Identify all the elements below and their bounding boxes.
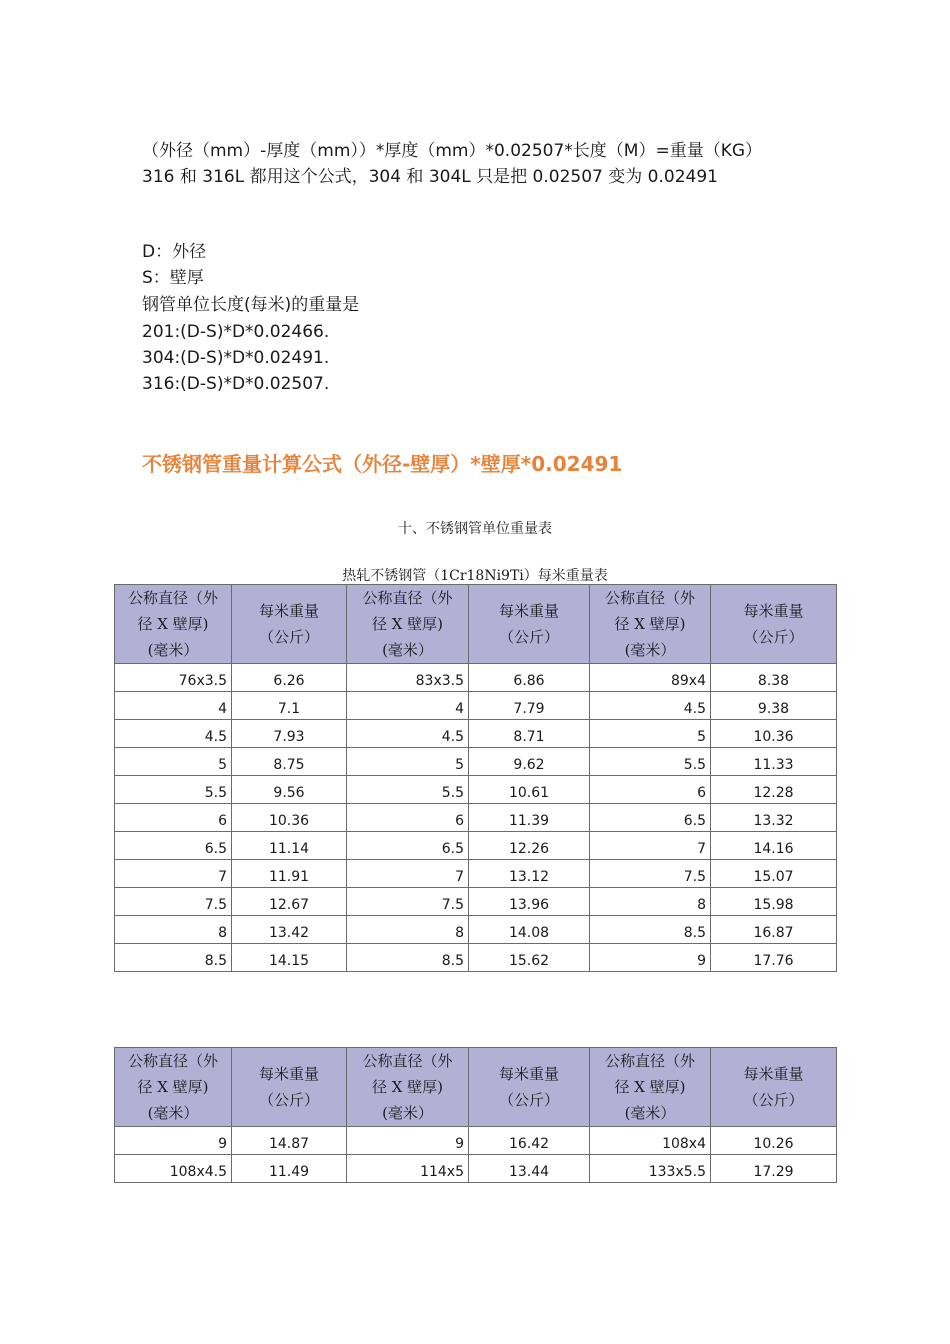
cell-size: 4.5 <box>590 692 711 720</box>
weight-table-1 <box>114 584 837 972</box>
cell-weight: 10.61 <box>469 776 590 804</box>
cell-weight: 7.1 <box>232 692 347 720</box>
cell-size: 6.5 <box>347 832 469 860</box>
cell-size: 7.5 <box>347 888 469 916</box>
cell-weight: 13.96 <box>469 888 590 916</box>
cell-size: 7 <box>590 832 711 860</box>
cell-size: 9 <box>590 944 711 972</box>
table-row <box>115 860 837 888</box>
header-size: 公称直径（外 径 X 壁厚) (毫米） <box>347 1048 469 1127</box>
section-title: 十、不锈钢管单位重量表 <box>398 521 552 537</box>
definition-unit-weight: 钢管单位长度(每米)的重量是 <box>142 295 360 315</box>
cell-weight: 8.75 <box>232 748 347 776</box>
cell-weight: 17.76 <box>711 944 837 972</box>
cell-weight: 14.16 <box>711 832 837 860</box>
cell-weight: 13.44 <box>469 1155 590 1183</box>
header-weight: 每米重量 （公斤） <box>232 1048 347 1127</box>
table-header-row <box>115 1048 837 1127</box>
formula-line-2: 316 和 316L 都用这个公式，304 和 304L 只是把 0.02507 变为 0.02491 <box>142 167 718 187</box>
cell-size: 5 <box>115 748 232 776</box>
cell-size: 8 <box>115 916 232 944</box>
cell-weight: 11.91 <box>232 860 347 888</box>
table-row <box>115 1127 837 1155</box>
cell-size: 6 <box>590 776 711 804</box>
cell-size: 8.5 <box>347 944 469 972</box>
header-weight: 每米重量 （公斤） <box>232 585 347 664</box>
cell-size: 9 <box>347 1127 469 1155</box>
cell-weight: 7.93 <box>232 720 347 748</box>
orange-heading: 不锈钢管重量计算公式（外径-壁厚）*壁厚*0.02491 <box>142 452 623 476</box>
cell-weight: 16.87 <box>711 916 837 944</box>
header-size: 公称直径（外 径 X 壁厚) (毫米） <box>590 1048 711 1127</box>
cell-size: 108x4.5 <box>115 1155 232 1183</box>
cell-size: 114x5 <box>347 1155 469 1183</box>
formula-line-1: （外径（mm）-厚度（mm））*厚度（mm）*0.02507*长度（M）=重量（KG） <box>142 141 763 161</box>
header-weight: 每米重量 （公斤） <box>469 1048 590 1127</box>
table-row <box>115 832 837 860</box>
cell-weight: 13.32 <box>711 804 837 832</box>
cell-size: 4 <box>347 692 469 720</box>
cell-weight: 10.26 <box>711 1127 837 1155</box>
cell-size: 5.5 <box>590 748 711 776</box>
cell-size: 7.5 <box>590 860 711 888</box>
cell-weight: 8.38 <box>711 664 837 692</box>
cell-size: 5.5 <box>115 776 232 804</box>
cell-size: 6.5 <box>115 832 232 860</box>
cell-weight: 15.98 <box>711 888 837 916</box>
cell-weight: 12.28 <box>711 776 837 804</box>
header-size: 公称直径（外 径 X 壁厚) (毫米） <box>115 585 232 664</box>
cell-weight: 9.38 <box>711 692 837 720</box>
cell-size: 76x3.5 <box>115 664 232 692</box>
cell-size: 5.5 <box>347 776 469 804</box>
cell-size: 8.5 <box>115 944 232 972</box>
cell-size: 8.5 <box>590 916 711 944</box>
cell-weight: 14.08 <box>469 916 590 944</box>
cell-weight: 11.49 <box>232 1155 347 1183</box>
definition-d: D：外径 <box>142 242 207 262</box>
table-row <box>115 888 837 916</box>
table-row <box>115 916 837 944</box>
table-row <box>115 804 837 832</box>
cell-size: 4.5 <box>115 720 232 748</box>
cell-weight: 6.26 <box>232 664 347 692</box>
cell-size: 7.5 <box>115 888 232 916</box>
cell-size: 133x5.5 <box>590 1155 711 1183</box>
formula-316: 316:(D-S)*D*0.02507. <box>142 374 330 394</box>
cell-weight: 9.62 <box>469 748 590 776</box>
cell-weight: 12.67 <box>232 888 347 916</box>
table-row <box>115 720 837 748</box>
formula-201: 201:(D-S)*D*0.02466. <box>142 322 330 342</box>
formula-304: 304:(D-S)*D*0.02491. <box>142 348 330 368</box>
cell-weight: 13.42 <box>232 916 347 944</box>
cell-size: 8 <box>590 888 711 916</box>
cell-weight: 16.42 <box>469 1127 590 1155</box>
cell-weight: 17.29 <box>711 1155 837 1183</box>
cell-size: 8 <box>347 916 469 944</box>
cell-weight: 11.39 <box>469 804 590 832</box>
cell-size: 7 <box>347 860 469 888</box>
table-row <box>115 944 837 972</box>
cell-size: 7 <box>115 860 232 888</box>
weight-table-2 <box>114 1047 837 1183</box>
cell-weight: 6.86 <box>469 664 590 692</box>
table-header-row <box>115 585 837 664</box>
cell-weight: 7.79 <box>469 692 590 720</box>
cell-weight: 12.26 <box>469 832 590 860</box>
table-title: 热轧不锈钢管（1Cr18Ni9Ti）每米重量表 <box>342 568 608 584</box>
cell-size: 6 <box>115 804 232 832</box>
cell-weight: 10.36 <box>232 804 347 832</box>
definition-s: S：壁厚 <box>142 268 204 288</box>
cell-weight: 14.87 <box>232 1127 347 1155</box>
header-size: 公称直径（外 径 X 壁厚) (毫米） <box>115 1048 232 1127</box>
cell-size: 6.5 <box>590 804 711 832</box>
table-row <box>115 1155 837 1183</box>
table-row <box>115 748 837 776</box>
cell-size: 83x3.5 <box>347 664 469 692</box>
cell-size: 4.5 <box>347 720 469 748</box>
cell-weight: 8.71 <box>469 720 590 748</box>
cell-weight: 11.33 <box>711 748 837 776</box>
cell-size: 9 <box>115 1127 232 1155</box>
cell-weight: 11.14 <box>232 832 347 860</box>
cell-weight: 15.07 <box>711 860 837 888</box>
cell-size: 89x4 <box>590 664 711 692</box>
cell-size: 4 <box>115 692 232 720</box>
cell-size: 5 <box>347 748 469 776</box>
table-row <box>115 692 837 720</box>
header-size: 公称直径（外 径 X 壁厚) (毫米） <box>590 585 711 664</box>
cell-size: 108x4 <box>590 1127 711 1155</box>
cell-weight: 15.62 <box>469 944 590 972</box>
cell-weight: 9.56 <box>232 776 347 804</box>
table-row <box>115 664 837 692</box>
header-weight: 每米重量 （公斤） <box>469 585 590 664</box>
cell-weight: 10.36 <box>711 720 837 748</box>
header-weight: 每米重量 （公斤） <box>711 585 837 664</box>
cell-size: 6 <box>347 804 469 832</box>
cell-weight: 13.12 <box>469 860 590 888</box>
cell-weight: 14.15 <box>232 944 347 972</box>
header-weight: 每米重量 （公斤） <box>711 1048 837 1127</box>
cell-size: 5 <box>590 720 711 748</box>
header-size: 公称直径（外 径 X 壁厚) (毫米） <box>347 585 469 664</box>
table-row <box>115 776 837 804</box>
